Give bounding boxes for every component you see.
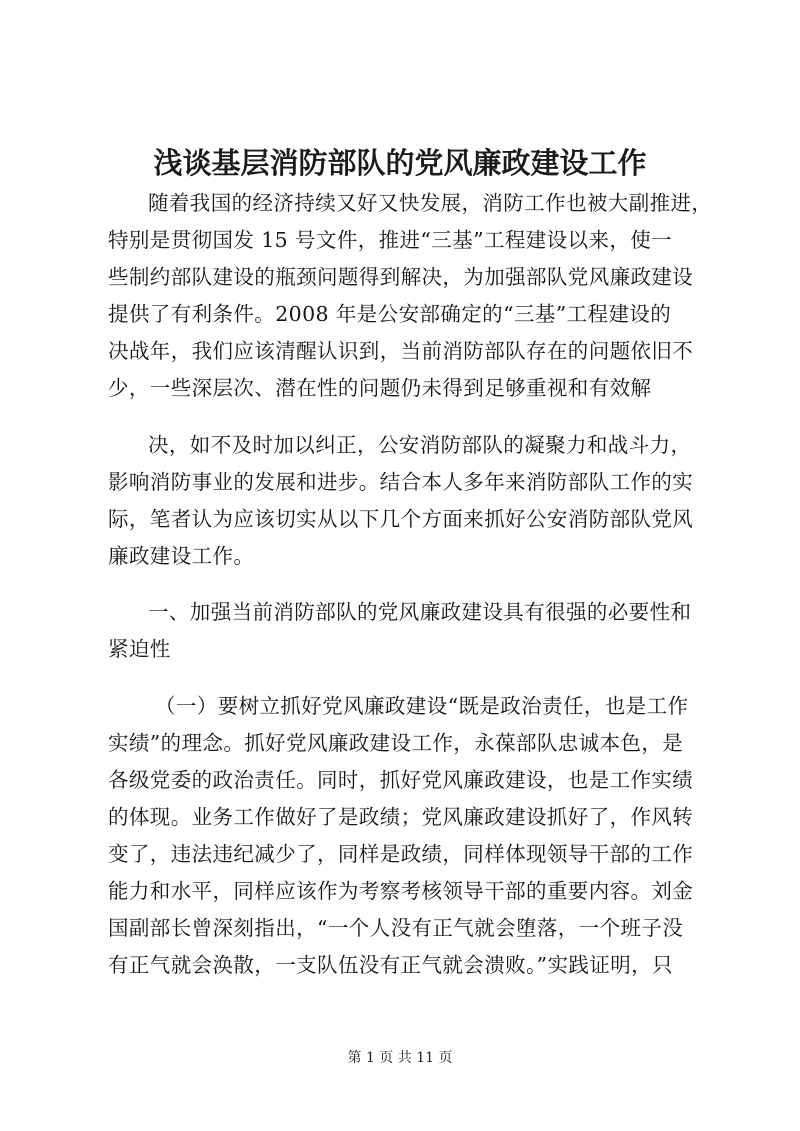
page-number-footer: 第 1 页 共 11 页 [347, 1050, 453, 1066]
paragraph-2-line-1: 决，如不及时加以纠正，公安消防部队的凝聚力和战斗力， [148, 433, 692, 457]
paragraph-3-line-6: 能力和水平，同样应该作为考察考核领导干部的重要内容。刘金 [108, 879, 694, 903]
paragraph-3-line-4: 的体现。业务工作做好了是政绩；党风廉政建设抓好了，作风转 [108, 805, 694, 829]
paragraph-3-line-2: 实绩”的理念。抓好党风廉政建设工作，永葆部队忠诚本色，是 [108, 731, 684, 755]
page-title: 浅谈基层消防部队的党风廉政建设工作 [153, 146, 647, 180]
paragraph-1-line-5: 决战年，我们应该清醒认识到，当前消防部队存在的问题依旧不 [108, 339, 694, 363]
paragraph-3-line-5: 变了，违法违纪减少了，同样是政绩，同样体现领导干部的工作 [108, 842, 694, 866]
section-heading-line-2: 紧迫性 [108, 637, 171, 661]
paragraph-1-line-4: 提供了有利条件。2008 年是公安部确定的“三基”工程建设的 [108, 302, 672, 326]
paragraph-3-line-8: 有正气就会涣散，一支队伍没有正气就会溃败。”实践证明，只 [108, 953, 673, 977]
section-heading-line-1: 一、加强当前消防部队的党风廉政建设具有很强的必要性和 [148, 600, 692, 624]
paragraph-2-line-2: 影响消防事业的发展和进步。结合本人多年来消防部队工作的实 [108, 470, 694, 494]
paragraph-1-line-2: 特别是贯彻国发 15 号文件，推进“三基”工程建设以来，使一 [108, 228, 673, 252]
paragraph-1-line-1: 随着我国的经济持续又好又快发展，消防工作也被大副推进， [148, 191, 713, 215]
paragraph-3-line-3: 各级党委的政治责任。同时，抓好党风廉政建设，也是工作实绩 [108, 768, 694, 792]
paragraph-1-line-6: 少，一些深层次、潜在性的问题仍未得到足够重视和有效解 [108, 376, 652, 400]
paragraph-1-line-3: 些制约部队建设的瓶颈问题得到解决，为加强部队党风廉政建设 [108, 265, 694, 289]
paragraph-2-line-3: 际，笔者认为应该切实从以下几个方面来抓好公安消防部队党风 [108, 507, 694, 531]
paragraph-2-line-4: 廉政建设工作。 [108, 544, 255, 568]
paragraph-3-line-7: 国副部长曾深刻指出，“一个人没有正气就会堕落，一个班子没 [108, 916, 684, 940]
paragraph-3-line-1: （一）要树立抓好党风廉政建设“既是政治责任，也是工作 [155, 694, 689, 718]
